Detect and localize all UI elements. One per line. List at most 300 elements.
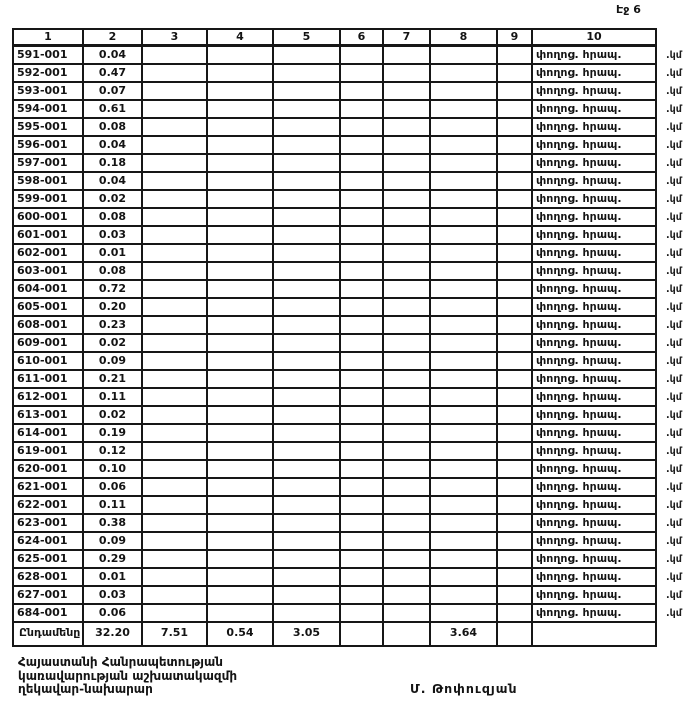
empty-cell [208,299,274,317]
empty-cell [498,569,533,587]
empty-cell [431,155,498,173]
empty-cell [341,173,384,191]
empty-cell [143,353,208,371]
value-cell: 0.09 [84,533,143,551]
empty-cell [143,47,208,65]
table-row [12,515,682,533]
code-cell: 625-001 [14,551,84,569]
empty-cell [384,47,431,65]
table-row [12,389,682,407]
empty-cell [431,281,498,299]
empty-cell [498,389,533,407]
value-cell: 0.02 [84,335,143,353]
empty-cell [274,209,341,227]
value-cell: 0.08 [84,263,143,281]
empty-cell [208,317,274,335]
empty-cell [384,137,431,155]
value-cell: 0.08 [84,119,143,137]
empty-cell [208,245,274,263]
code-cell: 594-001 [14,101,84,119]
unit-margin-label: .կմ [666,140,682,151]
value-cell: 0.08 [84,209,143,227]
value-cell: 0.21 [84,371,143,389]
value-cell: 0.18 [84,155,143,173]
category-cell: փողոց. հրապ. [533,587,657,605]
empty-cell [143,155,208,173]
empty-cell [274,245,341,263]
table-row [12,335,682,353]
empty-cell [341,353,384,371]
empty-cell [384,425,431,443]
empty-cell [208,137,274,155]
empty-cell [498,137,533,155]
unit-margin-label: .կմ [666,536,682,547]
empty-cell [384,515,431,533]
header-cells [12,28,657,47]
table-row [12,551,682,569]
category-cell: փողոց. հրապ. [533,605,657,623]
code-cell: 612-001 [14,389,84,407]
empty-cell [208,479,274,497]
empty-cell [498,335,533,353]
unit-margin-label: .կմ [666,374,682,385]
category-cell: փողոց. հրապ. [533,65,657,83]
empty-cell [384,155,431,173]
empty-cell [384,479,431,497]
empty-cell [274,443,341,461]
empty-cell [274,569,341,587]
category-cell: փողոց. հրապ. [533,281,657,299]
code-cell: 614-001 [14,425,84,443]
empty-cell [384,299,431,317]
empty-cell [208,551,274,569]
empty-cell [431,533,498,551]
empty-cell [274,227,341,245]
empty-cell [208,443,274,461]
empty-cell [498,551,533,569]
table-row [12,425,682,443]
value-cell: 0.01 [84,245,143,263]
empty-cell [208,155,274,173]
table-row [12,263,682,281]
empty-cell [274,101,341,119]
empty-cell [274,605,341,623]
table-row [12,47,682,65]
empty-cell [341,299,384,317]
empty-cell [143,461,208,479]
category-cell: փողոց. հրապ. [533,497,657,515]
table-row [12,533,682,551]
empty-cell [498,407,533,425]
total-label-cell: Ընդամենը [14,623,84,647]
value-cell: 0.20 [84,299,143,317]
value-cell: 0.23 [84,317,143,335]
empty-cell [143,569,208,587]
footer-line: կառավարության աշխատակազմի [18,668,238,683]
empty-cell [498,173,533,191]
empty-cell [341,245,384,263]
unit-margin-label: .կմ [666,86,682,97]
empty-cell [498,65,533,83]
empty-cell [498,371,533,389]
footer-line: Հայաստանի Հանրապետության [18,655,223,669]
column-header: 3 [143,28,208,47]
empty-cell [274,479,341,497]
unit-margin-label: .կմ [666,338,682,349]
empty-cell [384,191,431,209]
empty-cell [341,101,384,119]
empty-cell [274,389,341,407]
table-row [12,191,682,209]
empty-cell [384,353,431,371]
empty-cell [498,605,533,623]
column-header: 9 [498,28,533,47]
unit-margin-label: .կմ [666,320,682,331]
empty-cell [431,335,498,353]
unit-margin-label: .կմ [666,428,682,439]
value-cell: 0.04 [84,173,143,191]
empty-cell [384,533,431,551]
empty-cell [143,515,208,533]
empty-cell [498,191,533,209]
empty-cell [341,371,384,389]
empty-cell [498,227,533,245]
total-value-cell [498,623,533,647]
total-value-cell: 7.51 [143,623,208,647]
empty-cell [431,515,498,533]
unit-margin-label: .կմ [666,266,682,277]
empty-cell [341,227,384,245]
empty-cell [208,101,274,119]
unit-margin-label: .կմ [666,158,682,169]
empty-cell [208,425,274,443]
empty-cell [208,47,274,65]
value-cell: 0.04 [84,47,143,65]
empty-cell [143,281,208,299]
total-value-cell [341,623,384,647]
empty-cell [143,605,208,623]
empty-cell [143,173,208,191]
empty-cell [431,263,498,281]
column-header: 7 [384,28,431,47]
column-header: 6 [341,28,384,47]
column-header: 2 [84,28,143,47]
empty-cell [341,407,384,425]
empty-cell [341,569,384,587]
empty-cell [274,119,341,137]
empty-cell [143,245,208,263]
empty-cell [431,353,498,371]
empty-cell [384,317,431,335]
table-row [12,407,682,425]
value-cell: 0.02 [84,407,143,425]
empty-cell [143,137,208,155]
unit-margin-label: .կմ [666,212,682,223]
unit-margin-label: .կմ [666,518,682,529]
category-cell: փողոց. հրապ. [533,155,657,173]
empty-cell [431,389,498,407]
value-cell: 0.72 [84,281,143,299]
empty-cell [208,191,274,209]
code-cell: 624-001 [14,533,84,551]
empty-cell [274,173,341,191]
empty-cell [143,83,208,101]
empty-cell [208,461,274,479]
table-row [12,245,682,263]
empty-cell [274,533,341,551]
empty-cell [384,209,431,227]
empty-cell [274,317,341,335]
empty-cell [341,425,384,443]
code-cell: 623-001 [14,515,84,533]
empty-cell [498,263,533,281]
code-cell: 609-001 [14,335,84,353]
empty-cell [208,389,274,407]
code-cell: 597-001 [14,155,84,173]
empty-cell [384,407,431,425]
empty-cell [274,137,341,155]
empty-cell [341,209,384,227]
code-cell: 620-001 [14,461,84,479]
code-cell: 598-001 [14,173,84,191]
category-cell: փողոց. հրապ. [533,515,657,533]
table-row [12,569,682,587]
table-row [12,173,682,191]
value-cell: 0.29 [84,551,143,569]
empty-cell [498,101,533,119]
code-cell: 621-001 [14,479,84,497]
empty-cell [341,479,384,497]
empty-cell [498,119,533,137]
empty-cell [341,191,384,209]
empty-cell [341,119,384,137]
empty-cell [143,263,208,281]
unit-margin-label: .կմ [666,194,682,205]
empty-cell [431,65,498,83]
value-cell: 0.19 [84,425,143,443]
empty-cell [143,371,208,389]
table-row [12,65,682,83]
unit-margin-label: .կմ [666,50,682,61]
table-row [12,83,682,101]
empty-cell [384,551,431,569]
empty-cell [143,335,208,353]
empty-cell [341,317,384,335]
empty-cell [341,335,384,353]
code-cell: 603-001 [14,263,84,281]
total-value-cell: 3.64 [431,623,498,647]
unit-margin-label: .կմ [666,248,682,259]
code-cell: 622-001 [14,497,84,515]
empty-cell [498,443,533,461]
empty-cell [431,569,498,587]
empty-cell [498,281,533,299]
empty-cell [143,317,208,335]
empty-cell [208,371,274,389]
empty-cell [431,407,498,425]
empty-cell [384,335,431,353]
unit-margin-label: .կմ [666,464,682,475]
total-value-cell: 0.54 [208,623,274,647]
table-row [12,443,682,461]
empty-cell [431,551,498,569]
value-cell: 0.03 [84,587,143,605]
empty-cell [208,119,274,137]
category-cell: փողոց. հրապ. [533,425,657,443]
total-value-cell: 3.05 [274,623,341,647]
unit-margin-label: .կմ [666,284,682,295]
empty-cell [384,245,431,263]
empty-cell [431,245,498,263]
empty-cell [274,497,341,515]
empty-cell [143,191,208,209]
code-cell: 593-001 [14,83,84,101]
empty-cell [431,317,498,335]
column-header: 8 [431,28,498,47]
unit-margin-label: .կմ [666,68,682,79]
empty-cell [208,65,274,83]
unit-margin-label: .կմ [666,122,682,133]
category-cell: փողոց. հրապ. [533,83,657,101]
code-cell: 599-001 [14,191,84,209]
category-cell: փողոց. հրապ. [533,191,657,209]
unit-margin-label: .կմ [666,356,682,367]
empty-cell [143,551,208,569]
category-cell: փողոց. հրապ. [533,47,657,65]
table-row [12,119,682,137]
empty-cell [498,497,533,515]
category-cell: փողոց. հրապ. [533,119,657,137]
empty-cell [498,317,533,335]
empty-cell [143,119,208,137]
empty-cell [431,587,498,605]
empty-cell [274,263,341,281]
empty-cell [274,191,341,209]
unit-margin-label: .կմ [666,482,682,493]
empty-cell [498,461,533,479]
column-header: 10 [533,28,657,47]
table-row [12,497,682,515]
footer-line: ղեկավար-նախարար [18,682,153,696]
empty-cell [431,371,498,389]
value-cell: 0.07 [84,83,143,101]
category-cell: փողոց. հրապ. [533,173,657,191]
category-cell: փողոց. հրապ. [533,479,657,497]
empty-cell [341,137,384,155]
empty-cell [208,587,274,605]
unit-margin-label: .կմ [666,554,682,565]
empty-cell [208,515,274,533]
empty-cell [274,83,341,101]
data-table [12,28,682,647]
empty-cell [208,497,274,515]
table-row [12,299,682,317]
category-cell: փողոց. հրապ. [533,299,657,317]
empty-cell [341,281,384,299]
table-total-row [12,623,682,647]
code-cell: 591-001 [14,47,84,65]
empty-cell [341,587,384,605]
empty-cell [143,299,208,317]
empty-cell [274,371,341,389]
empty-cell [274,407,341,425]
empty-cell [274,281,341,299]
empty-cell [384,65,431,83]
empty-cell [498,155,533,173]
code-cell: 613-001 [14,407,84,425]
unit-margin-label: .կմ [666,410,682,421]
code-cell: 604-001 [14,281,84,299]
category-cell: փողոց. հրապ. [533,569,657,587]
empty-cell [143,587,208,605]
empty-cell [274,587,341,605]
empty-cell [143,479,208,497]
empty-cell [384,605,431,623]
empty-cell [384,83,431,101]
value-cell: 0.03 [84,227,143,245]
unit-margin-label: .կմ [666,500,682,511]
empty-cell [384,101,431,119]
table-row [12,281,682,299]
table-row [12,317,682,335]
total-value-cell: 32.20 [84,623,143,647]
empty-cell [431,83,498,101]
unit-margin-label: .կմ [666,590,682,601]
unit-margin-label: .կմ [666,104,682,115]
empty-cell [498,533,533,551]
empty-cell [208,263,274,281]
empty-cell [384,119,431,137]
empty-cell [143,443,208,461]
value-cell: 0.38 [84,515,143,533]
empty-cell [274,551,341,569]
category-cell: փողոց. հրապ. [533,335,657,353]
empty-cell [208,533,274,551]
empty-cell [143,227,208,245]
empty-cell [341,65,384,83]
table-row [12,155,682,173]
table-header-row [12,28,682,47]
empty-cell [431,299,498,317]
value-cell: 0.47 [84,65,143,83]
empty-cell [498,83,533,101]
code-cell: 608-001 [14,317,84,335]
category-cell: փողոց. հրապ. [533,245,657,263]
column-header: 1 [14,28,84,47]
value-cell: 0.10 [84,461,143,479]
table-body [12,47,682,623]
empty-cell [341,515,384,533]
unit-margin-label: .կմ [666,230,682,241]
table-row [12,605,682,623]
category-cell: փողոց. հրապ. [533,389,657,407]
empty-cell [341,389,384,407]
total-value-cell [533,623,657,647]
empty-cell [208,173,274,191]
empty-cell [498,245,533,263]
empty-cell [143,65,208,83]
code-cell: 602-001 [14,245,84,263]
value-cell: 0.06 [84,605,143,623]
empty-cell [208,281,274,299]
total-value-cell [384,623,431,647]
empty-cell [274,155,341,173]
unit-margin-label: .կմ [666,608,682,619]
unit-margin-label: .կմ [666,302,682,313]
empty-cell [384,227,431,245]
empty-cell [384,461,431,479]
empty-cell [208,227,274,245]
